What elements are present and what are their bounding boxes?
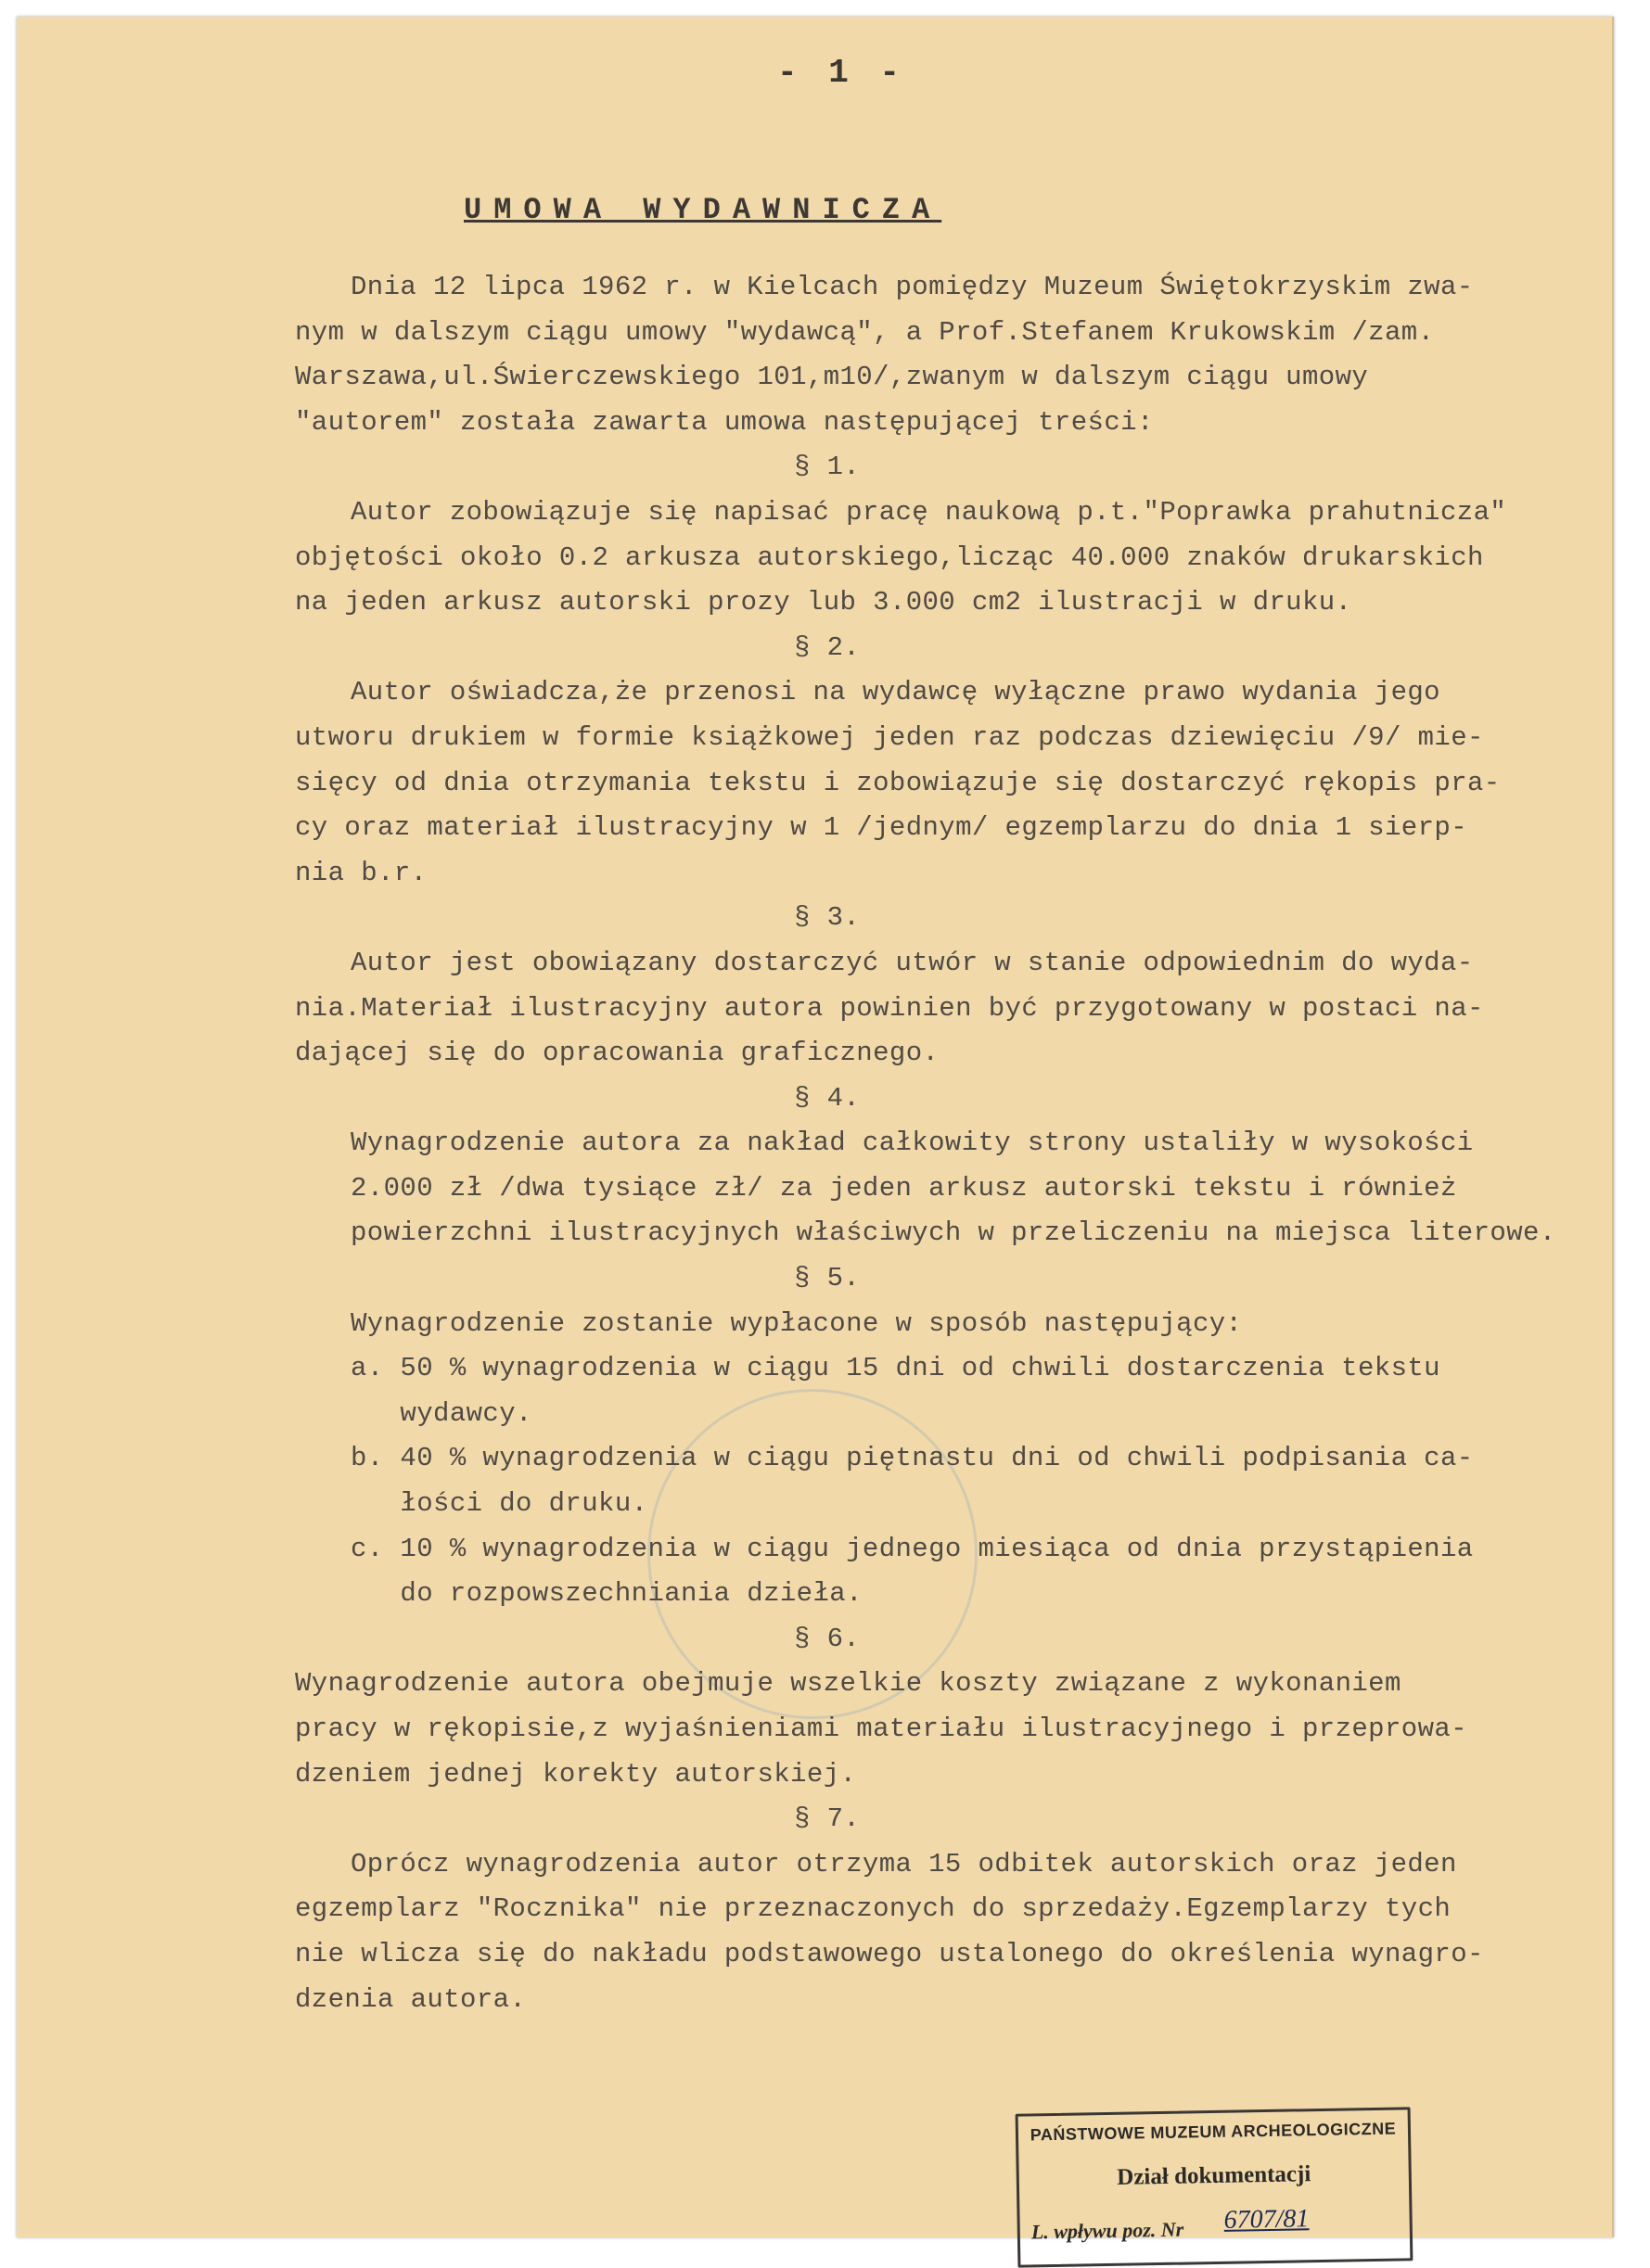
section-heading: § 4. (794, 1082, 861, 1114)
body-line: nie wlicza się do nakładu podstawowego ustalonego do określenia wynagro- (295, 1938, 1484, 1969)
body-line: cy oraz materiał ilustracyjny w 1 /jednym/ egzemplarzu do dnia 1 sierp- (295, 812, 1468, 844)
body-line: wydawcy. (351, 1397, 532, 1429)
body-line: c. 10 % wynagrodzenia w ciągu jednego miesiąca od dnia przystąpienia (351, 1533, 1474, 1564)
stamp-entry-label: L. wpływu poz. Nr (1030, 2217, 1184, 2244)
section-heading: § 7. (794, 1803, 861, 1835)
body-line: Wynagrodzenie zostanie wypłacone w sposób następujący: (351, 1307, 1243, 1339)
body-line: utworu drukiem w formie książkowej jeden raz podczas dziewięciu /9/ mie- (295, 721, 1484, 753)
body-line: łości do druku. (351, 1488, 648, 1520)
body-line: dającej się do opracowania graficznego. (295, 1038, 940, 1069)
stamp-department: Dział dokumentacji (1117, 2161, 1311, 2190)
body-line: egzemplarz "Rocznika" nie przeznaczonych do sprzedaży.Egzemplarzy tych (295, 1893, 1452, 1925)
body-line: powierzchni ilustracyjnych właściwych w przeliczeniu na miejsca literowe. (351, 1217, 1556, 1249)
document-title: UMOWA WYDAWNICZA (464, 193, 942, 227)
page-number: - 1 - (777, 54, 906, 92)
body-line: nia.Materiał ilustracyjny autora powinien być przygotowany w postaci na- (295, 992, 1484, 1024)
body-line: objętości około 0.2 arkusza autorskiego,licząc 40.000 znaków drukarskich (295, 542, 1484, 573)
body-line: nym w dalszym ciągu umowy "wydawcą", a Prof.Stefanem Krukowskim /zam. (295, 316, 1435, 348)
body-line: Autor oświadcza,że przenosi na wydawcę wyłączne prawo wydania jego (351, 677, 1440, 708)
body-line: do rozpowszechniania dzieła. (351, 1578, 863, 1610)
section-heading: § 2. (794, 631, 861, 663)
body-line: Autor jest obowiązany dostarczyć utwór w stanie odpowiednim do wyda- (351, 947, 1474, 978)
body-line: pracy w rękopisie,z wyjaśnieniami materiału ilustracyjnego i przeprowa- (295, 1714, 1468, 1744)
section-heading: § 3. (794, 902, 861, 934)
body-line: dzenia autora. (295, 1983, 527, 2015)
section-heading: § 5. (794, 1263, 861, 1294)
body-line: "autorem" została zawarta umowa następującej treści: (295, 406, 1154, 438)
stamp-institution: PAŃSTWOWE MUZEUM ARCHEOLOGICZNE (1030, 2119, 1397, 2145)
body-line: Warszawa,ul.Świerczewskiego 101,m10/,zwanym w dalszym ciągu umowy (295, 362, 1369, 393)
body-line: a. 50 % wynagrodzenia w ciągu 15 dni od chwili dostarczenia tekstu (351, 1353, 1440, 1384)
body-line: sięcy od dnia otrzymania tekstu i zobowiązuje się dostarczyć rękopis pra- (295, 767, 1501, 798)
archive-stamp (1016, 2107, 1413, 2267)
body-line: Oprócz wynagrodzenia autor otrzyma 15 odbitek autorskich oraz jeden (351, 1848, 1457, 1879)
body-line: b. 40 % wynagrodzenia w ciągu piętnastu dni od chwili podpisania ca- (351, 1443, 1474, 1474)
body-line: Autor zobowiązuje się napisać pracę naukową p.t."Poprawka prahutnicza" (351, 496, 1507, 528)
stamp-entry-number: 6707/81 (1223, 2204, 1310, 2235)
body-line: na jeden arkusz autorski prozy lub 3.000 cm2 ilustracji w druku. (295, 587, 1352, 618)
section-heading: § 1. (794, 452, 861, 483)
body-line: Wynagrodzenie autora obejmuje wszelkie koszty związane z wykonaniem (295, 1668, 1401, 1700)
section-heading: § 6. (794, 1623, 861, 1654)
body-line: Wynagrodzenie autora za nakład całkowity strony ustaliły w wysokości (351, 1128, 1474, 1159)
body-line: nia b.r. (295, 857, 428, 888)
body-line: Dnia 12 lipca 1962 r. w Kielcach pomiędzy Muzeum Świętokrzyskim zwa- (351, 272, 1474, 302)
body-line: dzeniem jednej korekty autorskiej. (295, 1758, 857, 1790)
body-line: 2.000 zł /dwa tysiące zł/ za jeden arkusz autorski tekstu i również (351, 1172, 1457, 1204)
contract-body (295, 265, 1612, 2022)
document-page (17, 17, 1614, 2244)
